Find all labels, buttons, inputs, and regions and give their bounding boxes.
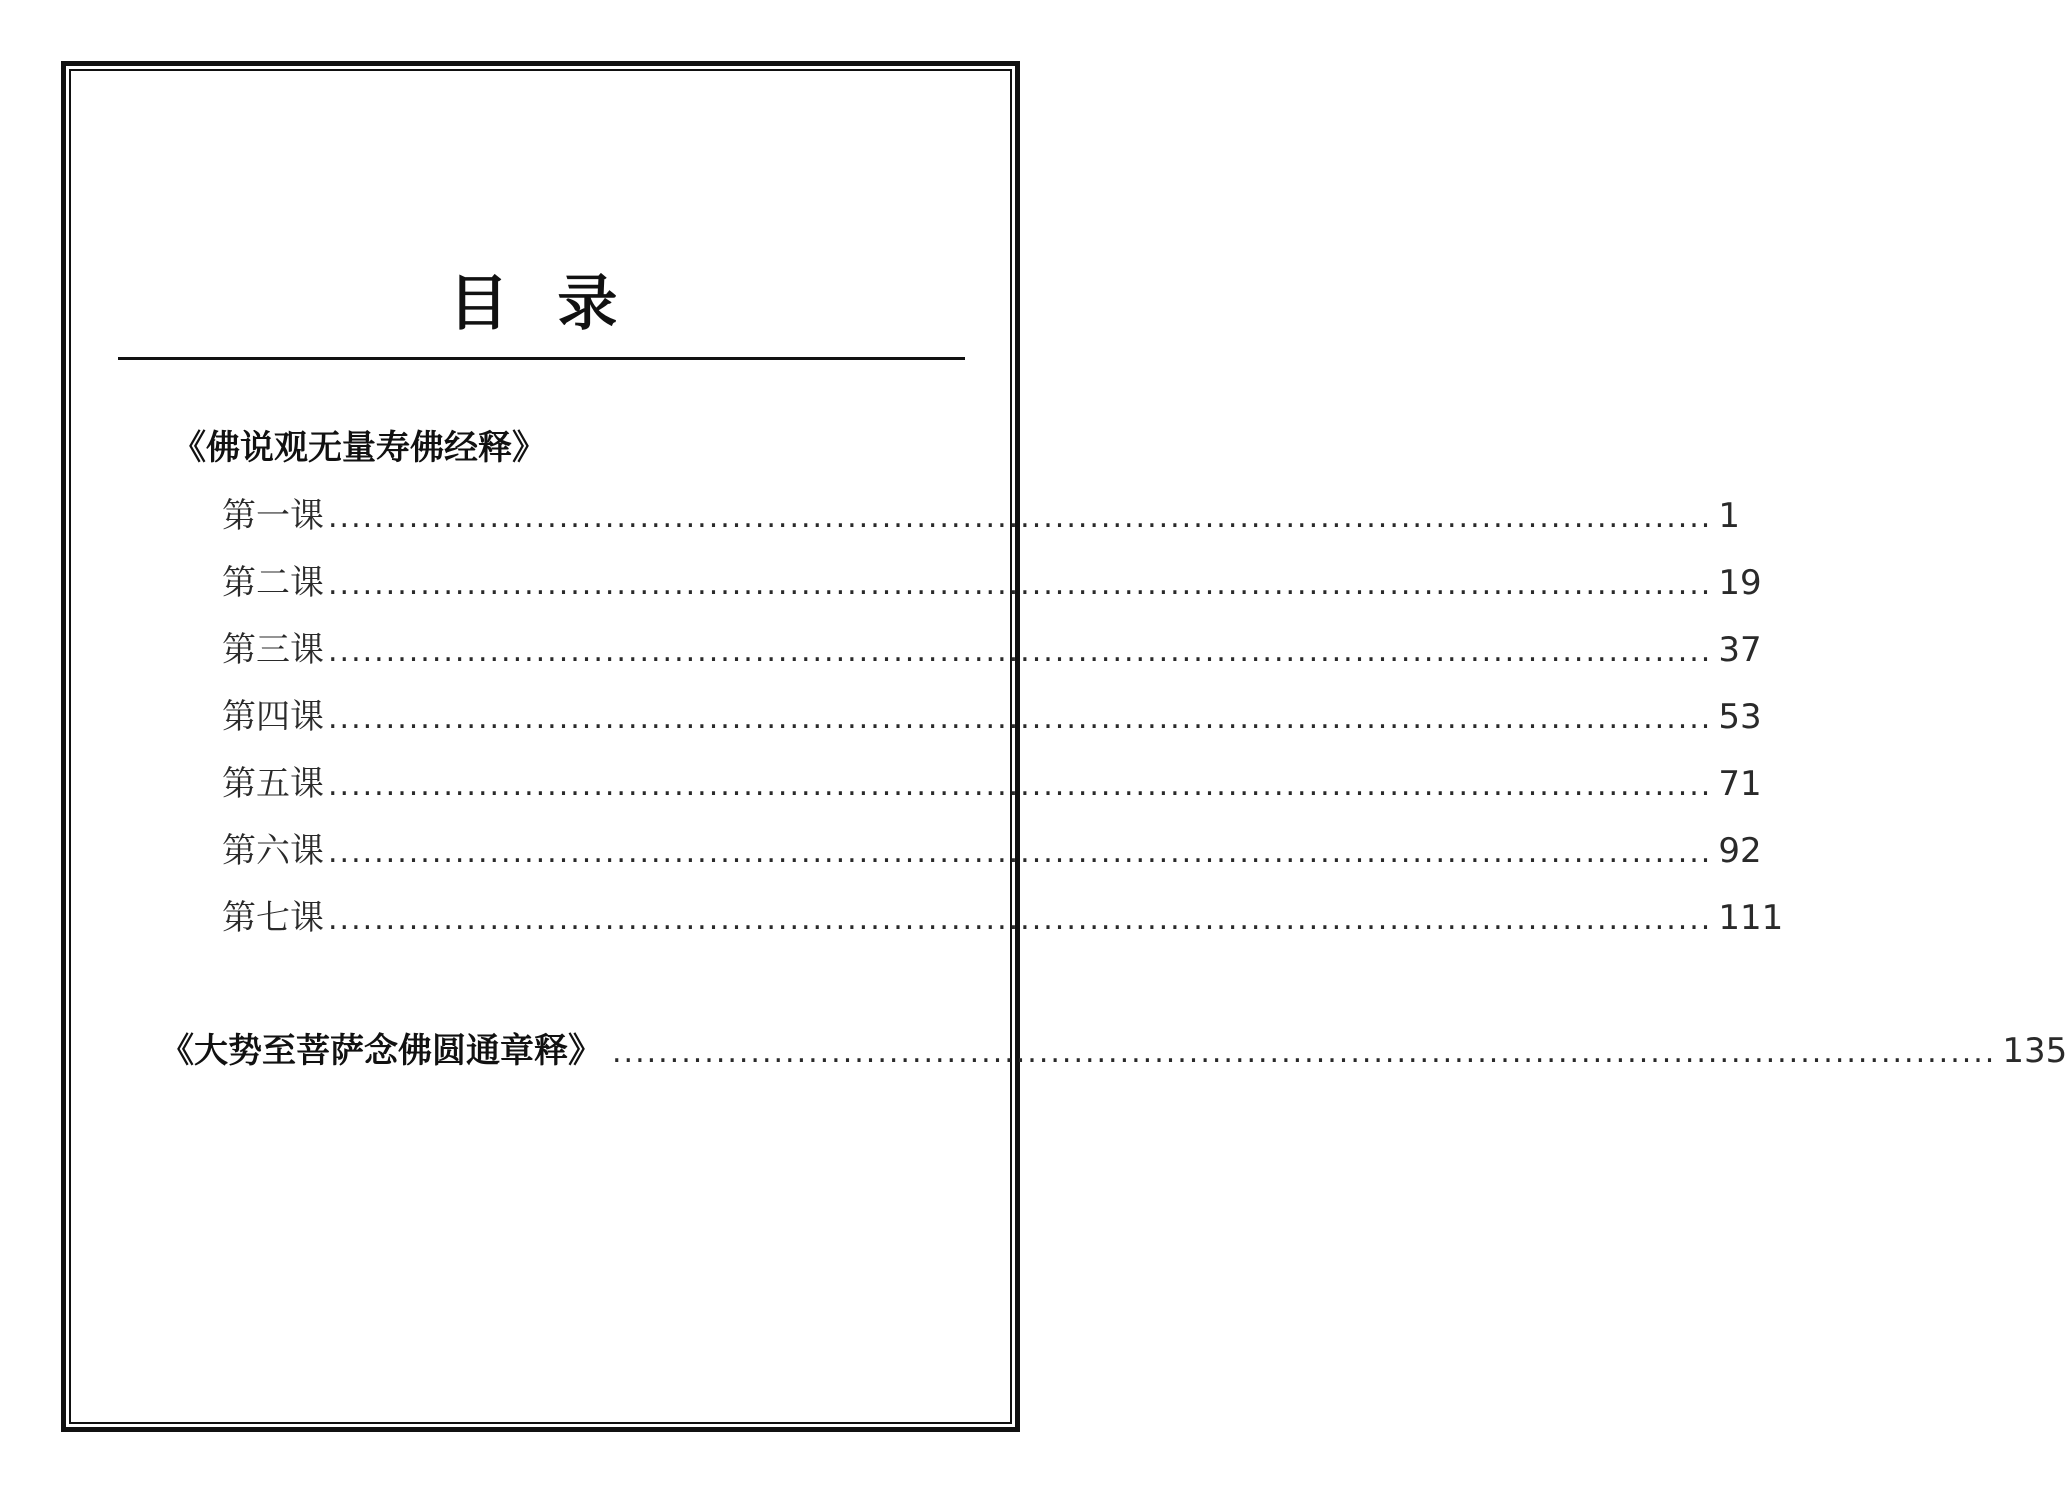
toc-entry-lesson-1[interactable] — [222, 493, 1740, 560]
page-title: 目 录 — [448, 269, 632, 339]
toc-entry-label: 第一课 — [222, 496, 324, 536]
toc-entry-label: 第七课 — [222, 898, 324, 938]
toc-entry-page: 1 — [1718, 496, 1740, 536]
appendix-page: 135 — [2002, 1031, 2067, 1071]
dot-leader: ........................................................................................................................ — [328, 768, 1713, 803]
toc-entry-lesson-7[interactable] — [222, 895, 1784, 962]
dot-leader: ........................................................................................................................ — [328, 567, 1713, 602]
dot-leader: ........................................................................................................................ — [328, 835, 1713, 870]
dot-leader: ........................................................................................................................ — [328, 701, 1713, 736]
dot-leader: ........................................................................................................................ — [328, 902, 1713, 937]
title-divider — [118, 357, 965, 360]
appendix-label: 《大势至菩萨念佛圆通章释》 — [160, 1031, 602, 1071]
dot-leader: ........................................................................................................................ — [612, 1035, 1997, 1070]
toc-entry-lesson-3[interactable] — [222, 627, 1762, 694]
toc-entry-lesson-6[interactable] — [222, 828, 1762, 895]
toc-entry-page: 92 — [1718, 831, 1762, 871]
toc-entry-label: 第四课 — [222, 697, 324, 737]
toc-entry-label: 第六课 — [222, 831, 324, 871]
toc-entry-appendix[interactable] — [160, 1028, 2067, 1076]
toc-entry-page: 19 — [1718, 563, 1762, 603]
toc-entry-page: 111 — [1718, 898, 1784, 938]
dot-leader: ........................................................................................................................ — [328, 500, 1713, 535]
toc-entry-lesson-2[interactable] — [222, 560, 1762, 627]
toc-entry-label: 第五课 — [222, 764, 324, 804]
toc-entry-page: 71 — [1718, 764, 1762, 804]
toc-entry-lesson-5[interactable] — [222, 761, 1762, 828]
dot-leader: ........................................................................................................................ — [328, 634, 1713, 669]
toc-entry-label: 第二课 — [222, 563, 324, 603]
toc-entry-page: 37 — [1718, 630, 1762, 670]
toc-entry-lesson-4[interactable] — [222, 694, 1762, 761]
toc-entry-label: 第三课 — [222, 630, 324, 670]
toc-list — [222, 493, 1784, 962]
toc-entry-page: 53 — [1718, 697, 1762, 737]
section-heading: 《佛说观无量寿佛经释》 — [172, 428, 546, 468]
